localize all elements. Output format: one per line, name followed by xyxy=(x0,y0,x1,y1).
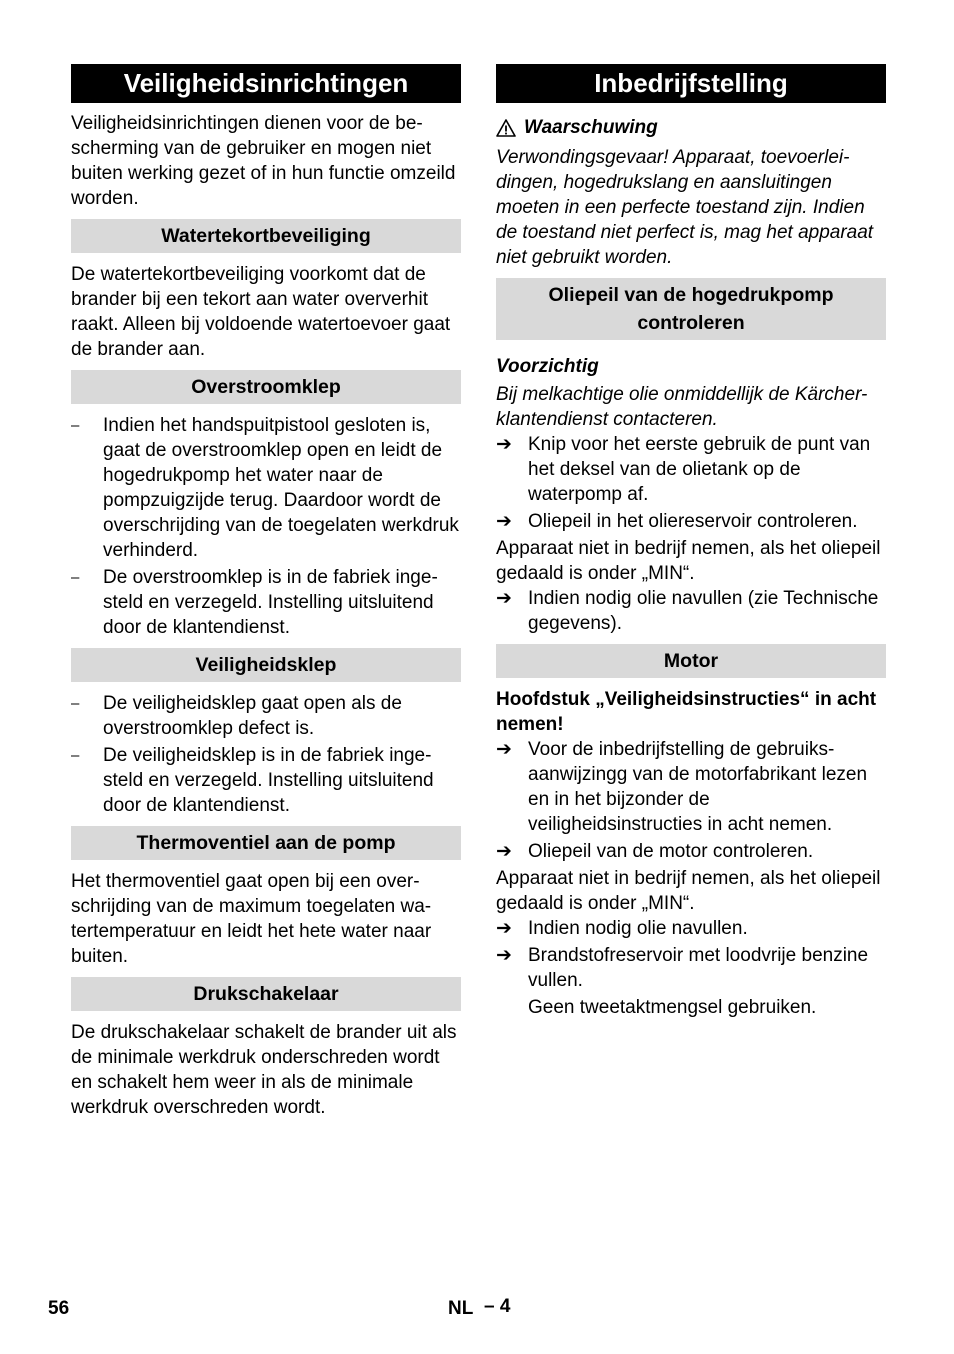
list-item: – Indien het handspuitpistool gesloten is, gaat de overstroomklep open en leidt de hogedrukpomp het water naar de pompzuigzijde terug. Daardoor wordt de overschrijding van de toegelaten werkdruk verhinderd. xyxy=(71,413,461,563)
oil-note: Apparaat niet in bedrijf nemen, als het oliepeil gedaald is onder „MIN“. xyxy=(496,538,881,584)
motor-oil-note: Apparaat niet in bedrijf nemen, als het oliepeil gedaald is onder „MIN“. xyxy=(496,868,881,914)
section-title-inbedrijfstelling: Inbedrijfstelling xyxy=(496,64,886,103)
watertekortbeveiliging-text: De watertekortbeveiliging voorkomt dat de brander bij een tekort aan water oververhit raakt. Alleen bij voldoende watertoevoer gaat de brander aan. xyxy=(71,264,451,360)
list-item: – De overstroomklep is in de fabriek ingesteld en verzegeld. Instelling uitsluitend door de klantendienst. xyxy=(71,565,461,640)
step-item: ➔ Brandstofreservoir met loodvrije benzine vullen. xyxy=(496,943,886,993)
intro-paragraph: Veiligheidsinrichtingen dienen voor de bescherming van de gebruiker en mogen niet buiten werking gezet of in hun functie omzeild worden. xyxy=(71,113,456,209)
section-title-veiligheidsinrichtingen: Veiligheidsinrichtingen xyxy=(71,64,461,103)
step-item: ➔ Knip voor het eerste gebruik de punt van het deksel van de olietank op de waterpomp af. xyxy=(496,432,886,507)
warning-label: Waarschuwing xyxy=(524,117,658,138)
safety-note: Hoofdstuk „Veiligheidsinstructies“ in acht nemen! xyxy=(496,689,877,735)
step-item: ➔ Indien nodig olie navullen. xyxy=(496,916,886,941)
caution-text: Bij melkachtige olie onmiddellijk de Kärcher-klantendienst contacteren. xyxy=(496,384,868,430)
drukschakelaar-text: De drukschakelaar schakelt de brander uit als de minimale werkdruk onderschreden wordt en schakelt hem weer in als de minimale werkdruk overschreden wordt. xyxy=(71,1022,457,1118)
step-item: ➔ Oliepeil van de motor controleren. xyxy=(496,839,886,864)
right-column xyxy=(496,64,886,1020)
step-item: ➔ Voor de inbedrijfstelling de gebruiksaanwijzingg van de motorfabrikant lezen en in het bijzonder de veiligheidsinstructies in acht nemen. xyxy=(496,737,886,837)
heading-oliepeil-hogedrukpomp: Oliepeil van de hogedrukpomp controleren xyxy=(496,278,886,340)
step-item: ➔ Oliepeil in het oliereservoir controleren. xyxy=(496,509,886,534)
heading-watertekortbeveiliging: Watertekortbeveiliging xyxy=(71,219,461,253)
heading-overstroomklep: Overstroomklep xyxy=(71,370,461,404)
heading-thermoventiel: Thermoventiel aan de pomp xyxy=(71,826,461,860)
page-number: 56 xyxy=(48,1298,70,1319)
step-item: ➔ Indien nodig olie navullen (zie Technische gegevens). xyxy=(496,586,886,636)
warning-triangle-icon xyxy=(496,118,516,138)
step-extra-text: Geen tweetaktmengsel gebruiken. xyxy=(528,997,817,1018)
list-item: – De veiligheidsklep gaat open als de overstroomklep defect is. xyxy=(71,691,461,741)
heading-veiligheidsklep: Veiligheidsklep xyxy=(71,648,461,682)
left-column xyxy=(71,64,461,1120)
language-code: NL xyxy=(448,1298,474,1319)
warning-header xyxy=(496,115,886,140)
list-item: – De veiligheidsklep is in de fabriek ingesteld en verzegeld. Instelling uitsluitend door de klantendienst. xyxy=(71,743,461,818)
thermoventiel-text: Het thermoventiel gaat open bij een overschrijding van de maximum toegelaten watertemperatuur en leidt het hete water naar buiten. xyxy=(71,871,432,967)
warning-text: Verwondingsgevaar! Apparaat, toevoerleidingen, hogedrukslang en aansluitingen moeten in een perfecte toestand zijn. Indien de toestand niet perfect is, mag het apparaat niet gebruikt worden. xyxy=(496,147,874,268)
heading-motor: Motor xyxy=(496,644,886,678)
heading-drukschakelaar: Drukschakelaar xyxy=(71,977,461,1011)
section-page: – 4 xyxy=(484,1296,511,1317)
caution-label: Voorzichtig xyxy=(496,356,599,377)
